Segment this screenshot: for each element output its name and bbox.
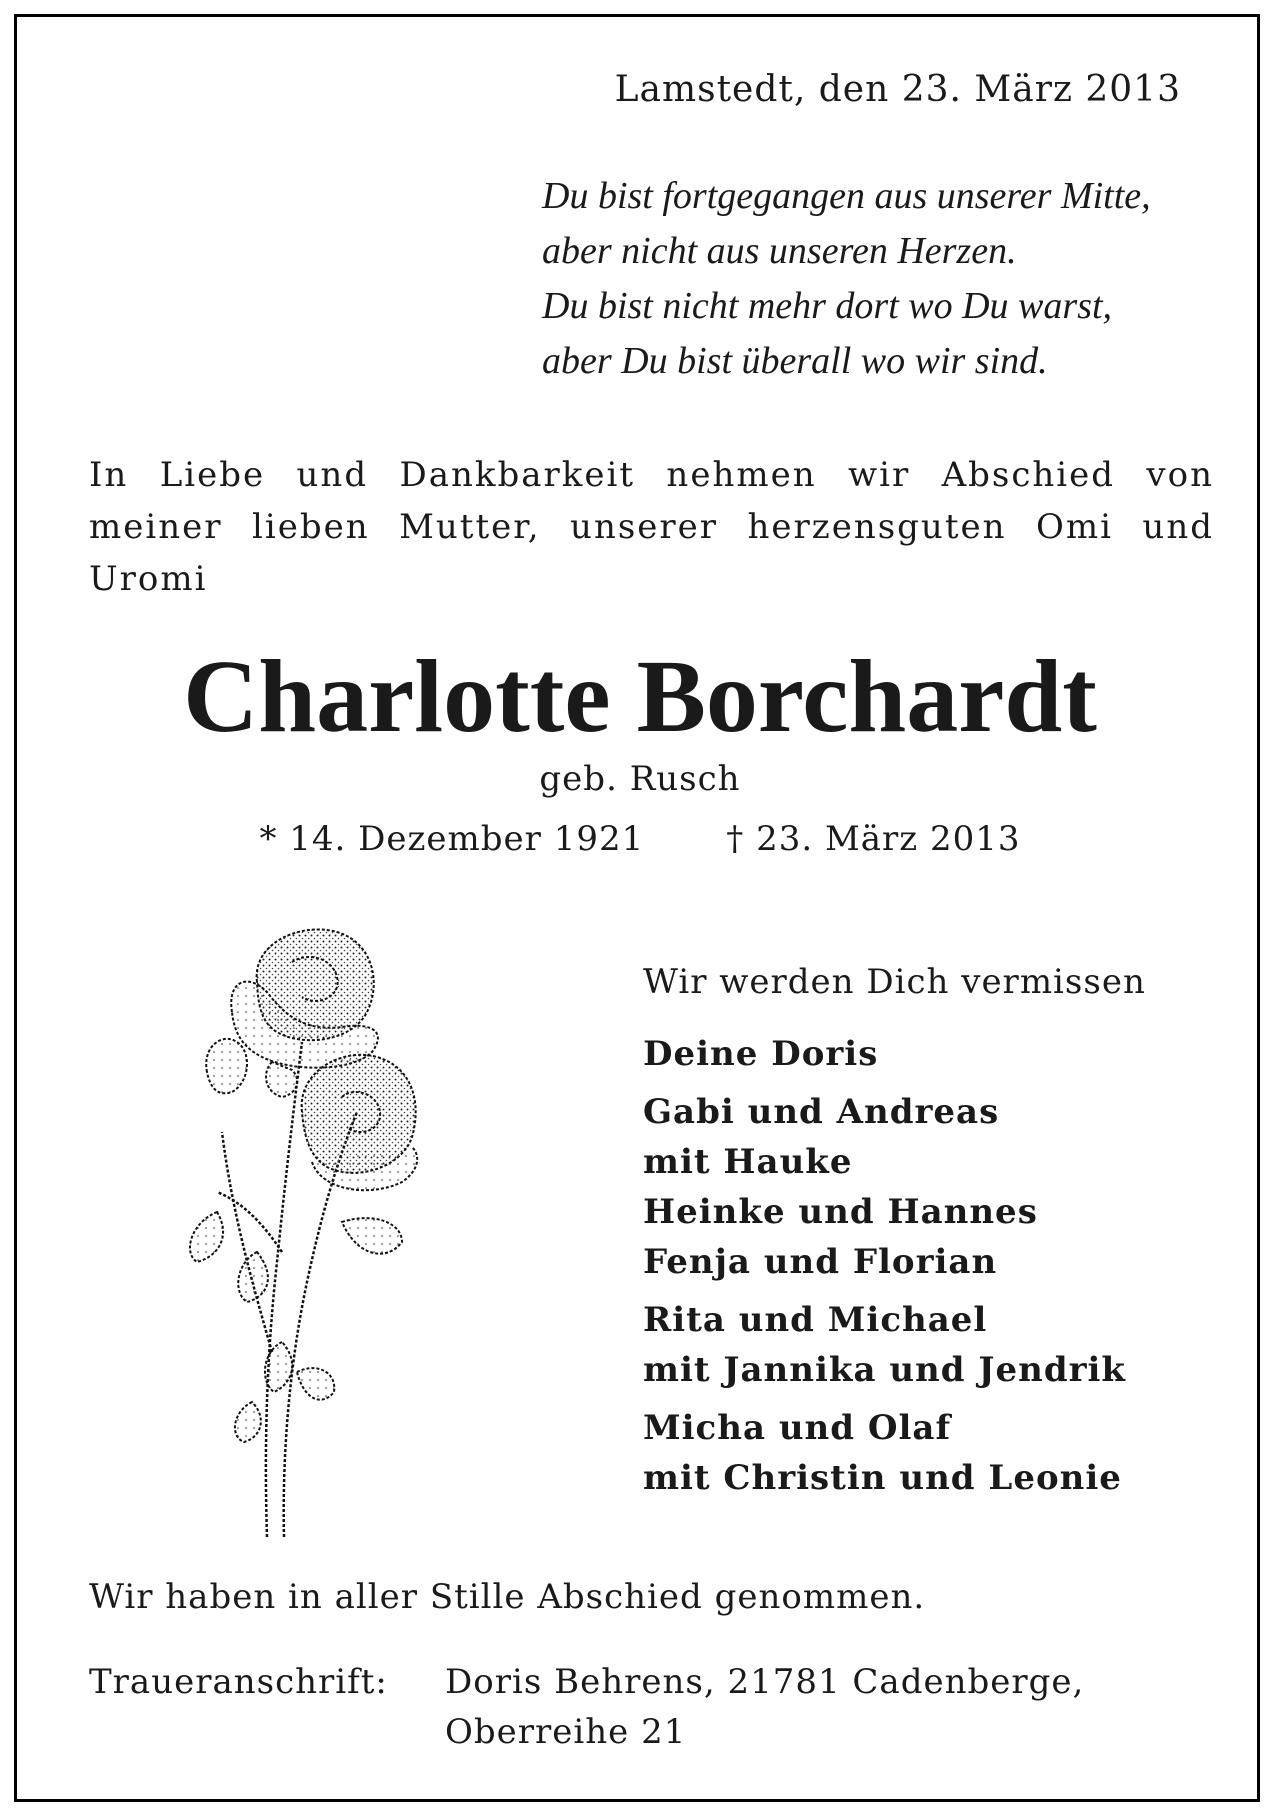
mourner-group (643, 1295, 1126, 1395)
birth-date: * 14. Dezember 1921 (259, 819, 645, 859)
mourner-group (643, 1029, 1126, 1079)
death-date: † 23. März 2013 (726, 819, 1021, 859)
intro-text (89, 449, 1214, 605)
address-value (445, 1657, 1084, 1757)
mourner-line: Rita und Michael (643, 1300, 988, 1340)
intro-line: meiner lieben Mutter, unserer herzensguten Omi und (89, 507, 1214, 547)
birth-name: geb. Rusch (539, 759, 741, 799)
poem-line: aber Du bist überall wo wir sind. (542, 340, 1048, 382)
poem-line: Du bist fortgegangen aus unserer Mitte, (542, 175, 1151, 217)
mourner-line: Micha und Olaf (643, 1408, 952, 1448)
mourner-line: Heinke und Hannes (643, 1192, 1038, 1232)
intro-line: In Liebe und Dankbarkeit nehmen wir Abschied von (89, 455, 1214, 495)
mourner-line: mit Hauke (643, 1142, 853, 1182)
mourner-line: Deine Doris (643, 1034, 879, 1074)
mourner-line: Gabi und Andreas (643, 1092, 1000, 1132)
poem (542, 169, 1151, 389)
poem-line: Du bist nicht mehr dort wo Du warst, (542, 285, 1113, 327)
life-dates (17, 819, 1263, 859)
mourner-line: Fenja und Florian (643, 1242, 998, 1282)
mourner-group (643, 1403, 1126, 1503)
address-line: Doris Behrens, 21781 Cadenberge, (445, 1662, 1085, 1702)
closing-text: Wir haben in aller Stille Abschied genommen. (89, 1577, 926, 1617)
place-date: Lamstedt, den 23. März 2013 (614, 69, 1181, 110)
mourners-list (643, 1029, 1126, 1511)
poem-line: aber nicht aus unseren Herzen. (542, 230, 1017, 272)
mourner-group (643, 1087, 1126, 1287)
mourner-line: mit Jannika und Jendrik (643, 1350, 1126, 1390)
rose-illustration-icon (172, 922, 482, 1542)
intro-line: Uromi (89, 559, 208, 599)
deceased-name: Charlotte Borchardt (183, 639, 1097, 754)
address-label: Traueranschrift: (89, 1662, 388, 1702)
mourners-intro: Wir werden Dich vermissen (643, 962, 1146, 1002)
address-line: Oberreihe 21 (445, 1712, 687, 1752)
mourner-line: mit Christin und Leonie (643, 1458, 1122, 1498)
obituary-notice (14, 14, 1260, 1802)
